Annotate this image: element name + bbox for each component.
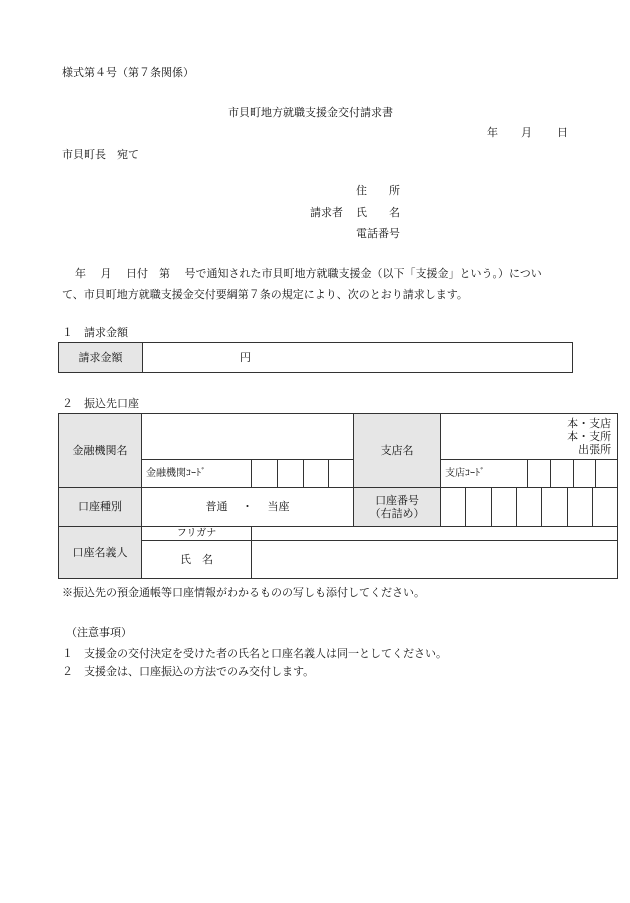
furigana-label: フリガナ	[142, 527, 252, 541]
account-number-digit[interactable]	[466, 488, 491, 526]
account-number-digit[interactable]	[568, 488, 593, 526]
date-year: 年	[487, 126, 498, 139]
note-item: ２ 支援金は、口座振込の方法でのみ交付します。	[62, 665, 315, 678]
account-number-digit[interactable]	[593, 488, 617, 526]
bank-code-digit[interactable]	[304, 460, 329, 488]
branch-type-options	[441, 414, 618, 460]
page-title: 市貝町地方就職支援金交付請求書	[228, 106, 393, 119]
amount-label: 請求金額	[59, 343, 143, 373]
requester-name-label: 氏 名	[356, 206, 400, 219]
account-number-field[interactable]	[441, 488, 618, 527]
addressee: 市貝町長 宛て	[62, 148, 139, 161]
branch-option-main: 本・支店	[567, 416, 612, 430]
form-number: 様式第４号（第７条関係）	[62, 66, 194, 79]
amount-field[interactable]	[143, 343, 573, 373]
branch-code-label: 支店ｺｰﾄﾞ	[441, 460, 528, 488]
requester-address-label: 住 所	[356, 184, 400, 197]
requester-phone-label: 電話番号	[356, 227, 400, 240]
holder-name-field[interactable]	[252, 541, 618, 579]
section1-heading: １ 請求金額	[62, 326, 128, 339]
bank-name-label: 金融機関名	[59, 414, 142, 488]
requester-label: 請求者	[310, 206, 343, 219]
attach-note: ※振込先の預金通帳等口座情報がわかるものの写しも添付してください。	[62, 586, 425, 599]
account-number-label-line2: （右詰め）	[369, 507, 425, 520]
bank-code-digit[interactable]	[252, 460, 278, 488]
account-number-digit[interactable]	[517, 488, 542, 526]
branch-option-sub: 本・支所	[567, 429, 612, 443]
section2-heading: ２ 振込先口座	[62, 397, 139, 410]
amount-unit: 円	[240, 350, 251, 364]
notes-heading: （注意事項）	[66, 626, 132, 639]
account-type-options[interactable]: 普通 ・ 当座	[142, 488, 354, 527]
bank-name-field[interactable]	[142, 414, 354, 460]
account-type-label: 口座種別	[59, 488, 142, 527]
account-number-label-line1: 口座番号	[375, 493, 420, 507]
body-text-line2: て、市貝町地方就職支援金交付要綱第７条の規定により、次のとおり請求します。	[62, 288, 468, 301]
note-item: １ 支援金の交付決定を受けた者の氏名と口座名義人は同一としてください。	[62, 647, 447, 660]
branch-code-digit[interactable]	[596, 460, 618, 488]
date-day: 日	[557, 126, 568, 139]
body-text-line1: 年 月 日付 第 号で通知された市貝町地方就職支援金（以下「支援金」という。）につい	[75, 267, 542, 280]
account-holder-label: 口座名義人	[59, 527, 142, 579]
branch-code-digit[interactable]	[551, 460, 574, 488]
date-month: 月	[521, 126, 532, 139]
holder-name-label: 氏 名	[142, 541, 252, 579]
account-number-digit[interactable]	[492, 488, 517, 526]
account-table	[58, 413, 618, 579]
branch-code-digit[interactable]	[528, 460, 551, 488]
account-number-digit[interactable]	[441, 488, 466, 526]
bank-code-digit[interactable]	[329, 460, 354, 488]
branch-option-office: 出張所	[578, 443, 612, 457]
bank-code-digit[interactable]	[278, 460, 304, 488]
account-number-digit[interactable]	[542, 488, 567, 526]
furigana-field[interactable]	[252, 527, 618, 541]
amount-table	[58, 342, 573, 373]
bank-code-label: 金融機関ｺｰﾄﾞ	[142, 460, 252, 488]
branch-code-digit[interactable]	[574, 460, 596, 488]
account-number-label	[354, 488, 441, 527]
branch-name-label: 支店名	[354, 414, 441, 488]
